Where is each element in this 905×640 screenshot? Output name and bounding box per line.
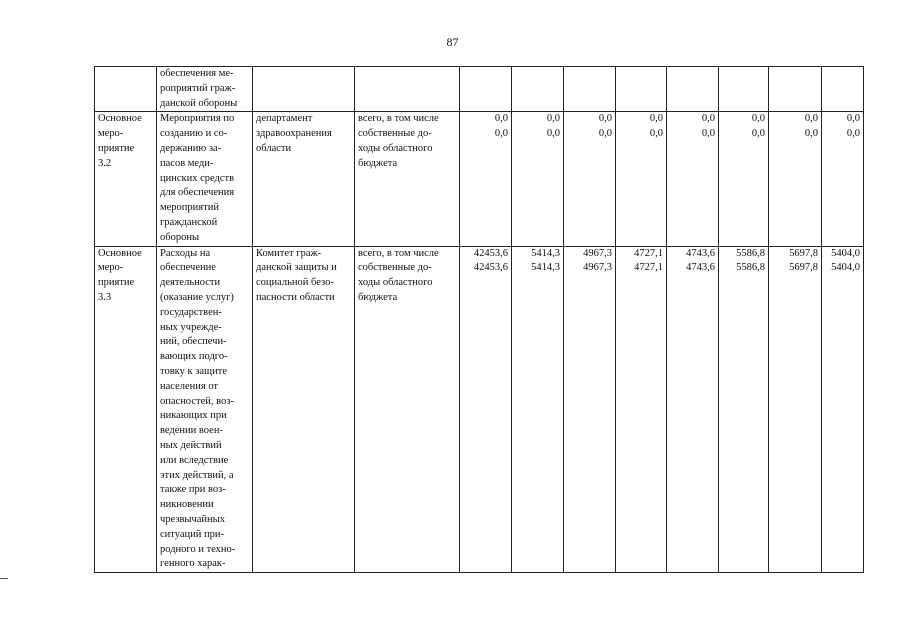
amount-own-funds: 4743,6	[686, 262, 715, 274]
amount-cell	[667, 112, 719, 246]
row-executor-cell	[253, 246, 355, 573]
amount-own-funds: 0,0	[494, 128, 508, 140]
table-row	[95, 246, 864, 573]
row-executor-cell-text: Комитет граж- данской защиты и социальной безо- пасности области	[256, 247, 337, 303]
amount-cell	[616, 246, 667, 573]
amount-total: 4727,1	[634, 247, 663, 259]
amount-total: 0,0	[751, 113, 765, 125]
amount-cell	[769, 112, 822, 246]
amount-total: 42453,6	[473, 247, 508, 259]
amount-own-funds: 0,0	[846, 128, 860, 140]
amount-cell	[719, 112, 769, 246]
row-label-cell-text: Основное меро- приятие 3.3	[98, 247, 142, 303]
amount-cell	[822, 112, 864, 246]
amount-own-funds: 0,0	[804, 128, 818, 140]
row-source-cell	[355, 112, 460, 246]
amount-total: 0,0	[598, 113, 612, 125]
amount-total: 0,0	[494, 113, 508, 125]
amount-cell	[769, 246, 822, 573]
amount-own-funds: 0,0	[701, 128, 715, 140]
amount-cell	[460, 112, 512, 246]
amount-total: 4967,3	[583, 247, 612, 259]
row-name-cell	[157, 112, 253, 246]
amount-total: 0,0	[846, 113, 860, 125]
row-label-cell	[95, 112, 157, 246]
amount-own-funds: 0,0	[546, 128, 560, 140]
continuation-row	[95, 67, 864, 112]
budget-table	[94, 66, 864, 573]
amount-total: 0,0	[649, 113, 663, 125]
amount-cell	[512, 112, 564, 246]
amount-total: 5404,0	[831, 247, 860, 259]
amount-total: 4743,6	[686, 247, 715, 259]
amount-cell	[822, 246, 864, 573]
amount-total: 5586,8	[736, 247, 765, 259]
amount-own-funds: 4727,1	[634, 262, 663, 274]
row-label-cell	[95, 246, 157, 573]
row-label-cell-text: Основное меро- приятие 3.2	[98, 113, 142, 169]
row-executor-cell-text: департамент здравоохранения области	[256, 113, 332, 154]
amount-total: 0,0	[546, 113, 560, 125]
amount-own-funds: 0,0	[751, 128, 765, 140]
amount-cell	[616, 112, 667, 246]
amount-own-funds: 42453,6	[473, 262, 508, 274]
table-row	[95, 112, 864, 246]
row-source-cell-text: всего, в том числе собственные до- ходы областного бюджета	[358, 247, 439, 303]
amount-own-funds: 0,0	[598, 128, 612, 140]
page-number: 87	[446, 35, 459, 49]
cont-name-text: обеспечения ме- роприятий граж- данской обороны	[160, 68, 238, 109]
scan-mark	[0, 578, 8, 579]
amount-total: 0,0	[804, 113, 818, 125]
cont-name-cell	[157, 67, 253, 112]
amount-own-funds: 5404,0	[831, 262, 860, 274]
cont-label-cell	[95, 67, 157, 112]
row-name-cell-text: Мероприятия по созданию и со- держанию за- пасов меди- цинских средств для обеспечения мероприятий гражданской обороны	[160, 113, 235, 243]
amount-own-funds: 5697,8	[789, 262, 818, 274]
row-source-cell-text: всего, в том числе собственные до- ходы областного бюджета	[358, 113, 439, 169]
row-executor-cell	[253, 112, 355, 246]
amount-cell	[719, 246, 769, 573]
amount-total: 5697,8	[789, 247, 818, 259]
row-source-cell	[355, 246, 460, 573]
amount-own-funds: 0,0	[649, 128, 663, 140]
amount-own-funds: 5586,8	[736, 262, 765, 274]
amount-cell	[564, 246, 616, 573]
amount-cell	[460, 246, 512, 573]
amount-own-funds: 5414,3	[531, 262, 560, 274]
amount-own-funds: 4967,3	[583, 262, 612, 274]
row-name-cell	[157, 246, 253, 573]
amount-total: 5414,3	[531, 247, 560, 259]
amount-cell	[667, 246, 719, 573]
amount-cell	[564, 112, 616, 246]
row-name-cell-text: Расходы на обеспечение деятельности (оказание услуг) государствен- ных учрежде- ний, обеспечи- вающих подго- товку к защите населения от опасностей, воз- никающих при ведении воен- ных действий или вследствие этих действий, а также при воз- никновении чрезвычайных ситуаций при- родного и техно- генного харак-	[160, 247, 236, 570]
amount-cell	[512, 246, 564, 573]
amount-total: 0,0	[701, 113, 715, 125]
